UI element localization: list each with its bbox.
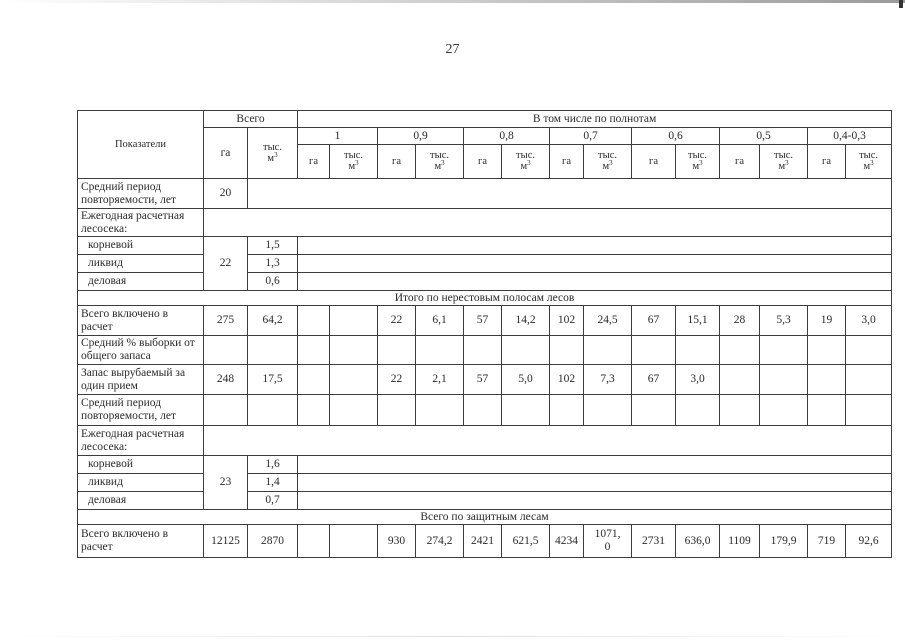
empty-span: [204, 209, 892, 237]
unit-th-m3: тыс. $м^3$: [584, 145, 632, 179]
business-value-2: 0,7: [248, 492, 298, 510]
cell: [330, 525, 378, 558]
row-label-annual-2: Ежегодная расчетная лесосека:: [78, 426, 204, 456]
empty-span: [204, 426, 892, 456]
empty-span: [298, 492, 892, 510]
annual-ha-2: 23: [204, 456, 248, 510]
forest-felling-table: [77, 110, 892, 558]
header-by-density: В том числе по полнотам: [298, 111, 892, 128]
section-title: Итого по нерестовым полосам лесов: [78, 291, 892, 306]
empty-span: [298, 474, 892, 492]
cell: 5,0: [502, 365, 550, 395]
header-total-ha: га: [204, 128, 248, 179]
unit-th-m3: тыс. $м^3$: [846, 145, 892, 179]
row-label-period: Средний период повторяемости, лет: [78, 179, 204, 209]
cell: 4234: [550, 525, 584, 558]
liquid-value: 1,3: [248, 255, 298, 273]
cell: 275: [204, 306, 248, 336]
cell: 2870: [248, 525, 298, 558]
cell: 6,1: [416, 306, 464, 336]
cell: 7,3: [584, 365, 632, 395]
row-label-percent: Средний % выборки от общего запаса: [78, 336, 204, 365]
cell: 12125: [204, 525, 248, 558]
cell: 67: [632, 306, 676, 336]
cell: 57: [464, 306, 502, 336]
root-value: 1,5: [248, 237, 298, 255]
liquid-value-2: 1,4: [248, 474, 298, 492]
cell: [298, 525, 330, 558]
cell: 102: [550, 365, 584, 395]
unit-th-m3: тыс. $м^3$: [676, 145, 720, 179]
table-row: [78, 365, 892, 395]
cell: [846, 365, 892, 395]
table-row: [78, 336, 892, 365]
empty-span: [298, 456, 892, 474]
cell: [808, 365, 846, 395]
row-label-included: Всего включено в расчет: [78, 306, 204, 336]
cell: 22: [378, 365, 416, 395]
cell: 15,1: [676, 306, 720, 336]
cell: [330, 365, 378, 395]
cell: 1071, 0: [584, 525, 632, 558]
unit-th-m3: тыс. $м^3$: [760, 145, 808, 179]
density-1: 1: [298, 128, 378, 145]
row-label-business: деловая: [78, 273, 204, 291]
cell: 1109: [720, 525, 760, 558]
unit-ha: га: [378, 145, 416, 179]
cell: 179,9: [760, 525, 808, 558]
scan-top-edge: [0, 0, 905, 3]
cell: 92,6: [846, 525, 892, 558]
cell: 19: [808, 306, 846, 336]
cell: [330, 306, 378, 336]
page-number: 27: [445, 42, 460, 57]
row-label-liquid: ликвид: [78, 255, 204, 273]
density-0-4-0-3: 0,4-0,3: [808, 128, 892, 145]
cell: 22: [378, 306, 416, 336]
density-0-8: 0,8: [464, 128, 550, 145]
empty-span: [298, 255, 892, 273]
unit-ha: га: [808, 145, 846, 179]
row-label-annual: Ежегодная расчетная лесосека:: [78, 209, 204, 237]
density-0-6: 0,6: [632, 128, 720, 145]
header-indicators: Показатели: [78, 111, 204, 179]
header-total-th-m3: тыс. $м^3$: [248, 128, 298, 179]
density-0-5: 0,5: [720, 128, 808, 145]
row-label-business-2: деловая: [78, 492, 204, 510]
unit-ha: га: [464, 145, 502, 179]
root-value-2: 1,6: [248, 456, 298, 474]
cell: 636,0: [676, 525, 720, 558]
cell: 102: [550, 306, 584, 336]
row-label-period-2: Средний период повторяемости, лет: [78, 395, 204, 426]
cell: 28: [720, 306, 760, 336]
period-value: 20: [204, 179, 248, 209]
density-0-7: 0,7: [550, 128, 632, 145]
cell: 930: [378, 525, 416, 558]
section-title: Всего по защитным лесам: [78, 510, 892, 525]
empty-span: [298, 237, 892, 255]
cell: 248: [204, 365, 248, 395]
cell: 2,1: [416, 365, 464, 395]
header-total: Всего: [204, 111, 298, 128]
unit-th-m3: тыс. $м^3$: [330, 145, 378, 179]
table-row: [78, 395, 892, 426]
business-value: 0,6: [248, 273, 298, 291]
cell: [760, 365, 808, 395]
row-label-liquid-2: ликвид: [78, 474, 204, 492]
table-row: [78, 306, 892, 336]
unit-th-m3: тыс. $м^3$: [502, 145, 550, 179]
row-label-root-2: корневой: [78, 456, 204, 474]
density-0-9: 0,9: [378, 128, 464, 145]
empty-span: [298, 273, 892, 291]
cell: 2731: [632, 525, 676, 558]
cell: [298, 365, 330, 395]
annual-ha: 22: [204, 237, 248, 291]
table-row: [78, 525, 892, 558]
unit-th-m3: тыс. $м^3$: [416, 145, 464, 179]
unit-ha: га: [298, 145, 330, 179]
cell: 14,2: [502, 306, 550, 336]
cell: 2421: [464, 525, 502, 558]
row-label-stock: Запас вырубаемый за один прием: [78, 365, 204, 395]
empty-span: [248, 179, 892, 209]
cell: 3,0: [846, 306, 892, 336]
cell: 274,2: [416, 525, 464, 558]
cell: 64,2: [248, 306, 298, 336]
unit-ha: га: [720, 145, 760, 179]
cell: 5,3: [760, 306, 808, 336]
cell: 24,5: [584, 306, 632, 336]
scan-corner-mark: [899, 0, 903, 8]
cell: 67: [632, 365, 676, 395]
row-label-included-3: Всего включено в расчет: [78, 525, 204, 558]
cell: 57: [464, 365, 502, 395]
cell: 3,0: [676, 365, 720, 395]
row-label-root: корневой: [78, 237, 204, 255]
cell: [720, 365, 760, 395]
cell: 17,5: [248, 365, 298, 395]
scan-bottom-edge: [0, 636, 905, 637]
cell: [298, 306, 330, 336]
unit-ha: га: [550, 145, 584, 179]
unit-ha: га: [632, 145, 676, 179]
cell: 719: [808, 525, 846, 558]
cell: 621,5: [502, 525, 550, 558]
